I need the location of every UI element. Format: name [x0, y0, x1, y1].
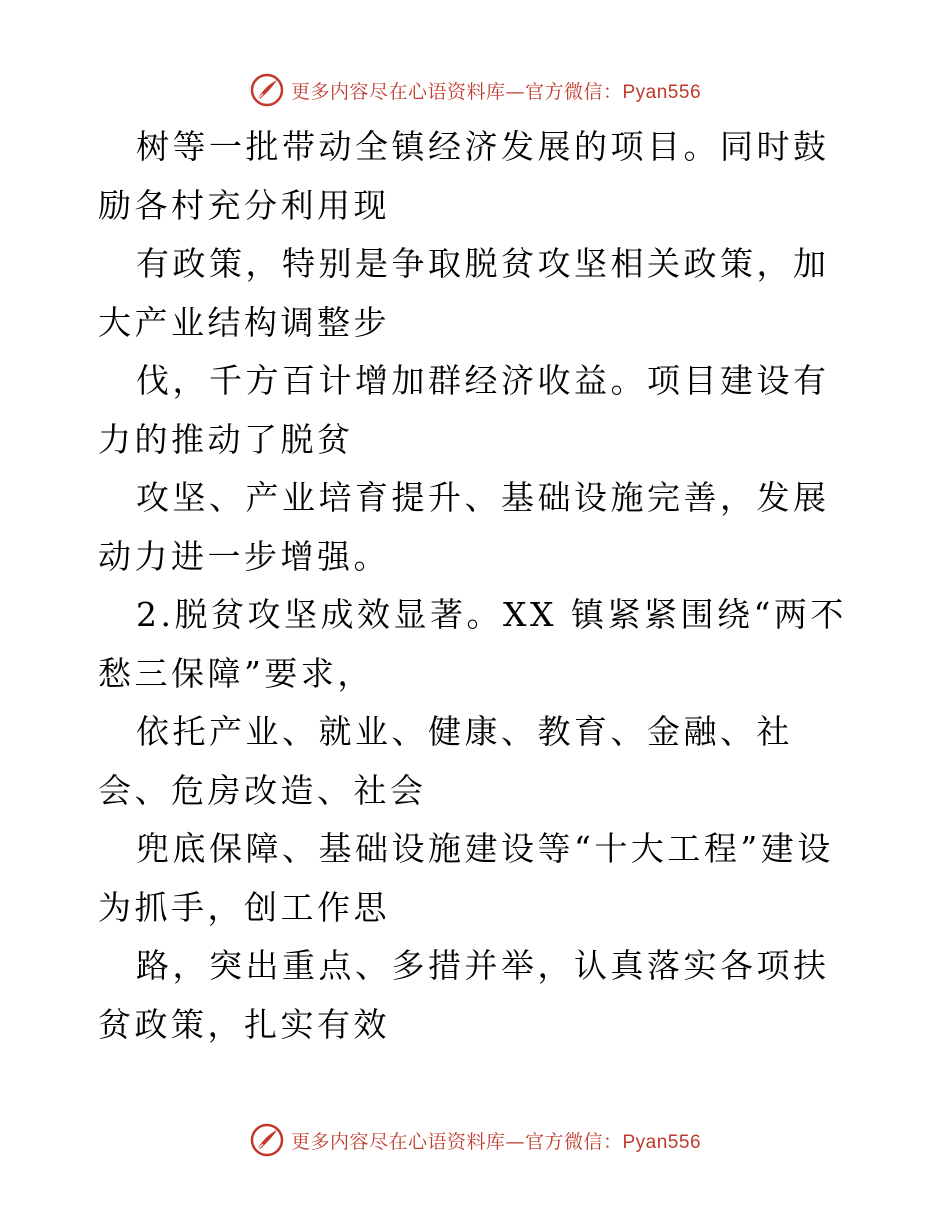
- footer-banner-title: 更多内容尽在心语资料库: [290, 1130, 506, 1153]
- paragraph-line: 树等一批带动全镇经济发展的项目。同时鼓励各村充分利用现: [98, 127, 830, 225]
- footer-banner: [0, 1120, 950, 1160]
- footer-banner-text: [291, 1127, 701, 1154]
- footer-banner-inner: [249, 1122, 701, 1158]
- footer-banner-dash: —: [505, 1130, 525, 1153]
- feather-pen-icon: [249, 72, 285, 108]
- paragraph-line: 依托产业、就业、健康、教育、金融、社会、危房改造、社会: [98, 712, 793, 810]
- header-banner-text: [291, 77, 701, 104]
- feather-pen-icon: [249, 1122, 285, 1158]
- footer-wechat-id: Pyan556: [622, 1131, 702, 1153]
- paragraph-line: 2.脱贫攻坚成效显著。XX 镇紧紧围绕“两不愁三保障”要求，: [98, 595, 847, 693]
- header-banner: [0, 70, 950, 110]
- footer-wechat-label: 官方微信：: [524, 1130, 623, 1153]
- header-wechat-id: Pyan556: [622, 81, 702, 103]
- paragraph-line: 伐，千方百计增加群经济收益。项目建设有力的推动了脱贫: [98, 361, 830, 459]
- document-body: [98, 118, 858, 1054]
- paragraph-line: 兜底保障、基础设施建设等“十大工程”建设为抓手，创工作思: [98, 829, 834, 927]
- paragraph-line: 有政策，特别是争取脱贫攻坚相关政策，加大产业结构调整步: [98, 244, 830, 342]
- paragraph-line: 攻坚、产业培育提升、基础设施完善，发展动力进一步增强。: [98, 478, 830, 576]
- paragraph-line: 路，突出重点、多措并举，认真落实各项扶贫政策，扎实有效: [98, 946, 830, 1044]
- header-banner-title: 更多内容尽在心语资料库: [290, 80, 506, 103]
- header-wechat-label: 官方微信：: [524, 80, 623, 103]
- header-banner-dash: —: [505, 80, 525, 103]
- header-banner-inner: [249, 72, 701, 108]
